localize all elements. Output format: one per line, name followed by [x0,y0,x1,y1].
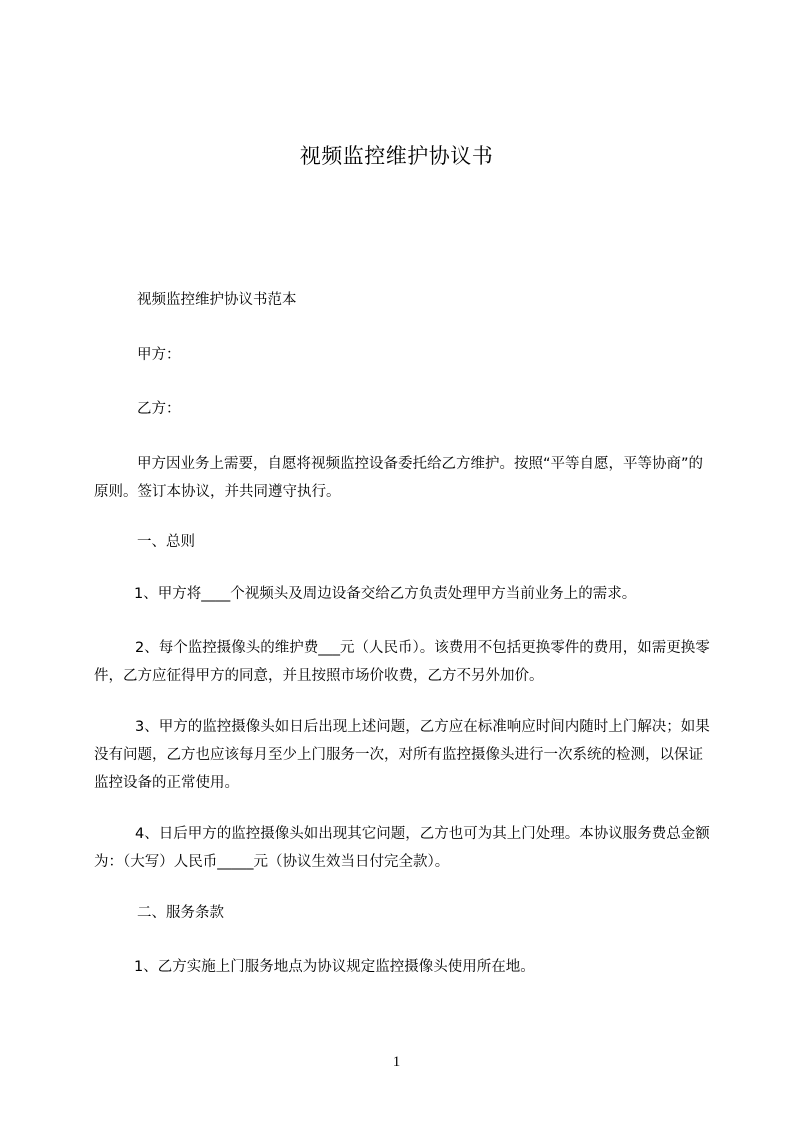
section-2-heading: 二、服务条款 [137,905,224,921]
party-a-label: 甲方： [137,347,181,363]
party-b-label: 乙方： [137,401,181,417]
page-number: 1 [392,1054,401,1070]
clause-1-2: 2、每个监控摄像头的维护费___元（人民币）。该费用不包括更换零件的费用，如需更换零件，乙方应征得甲方的同意，并且按照市场价收费，乙方不另外加价。 [94,640,710,684]
document-title: 视频监控维护协议书 [299,144,494,168]
clause-1-1: 1、甲方将____个视频头及周边设备交给乙方负责处理甲方当前业务上的需求。 [134,586,637,602]
clause-2-1: 1、乙方实施上门服务地点为协议规定监控摄像头使用所在地。 [134,959,535,975]
section-1-heading: 一、总则 [137,534,195,550]
intro-paragraph: 甲方因业务上需要，自愿将视频监控设备委托给乙方维护。按照“平等自愿，平等协商”的原则。签订本协议，并共同遵守执行。 [94,456,704,500]
clause-1-3: 3、甲方的监控摄像头如日后出现上述问题，乙方应在标准响应时间内随时上门解决；如果没有问题，乙方也应该每月至少上门服务一次，对所有监控摄像头进行一次系统的检测，以保证监控设备的正常使用。 [94,719,710,791]
clause-1-4: 4、日后甲方的监控摄像头如出现其它问题，乙方也可为其上门处理。本协议服务费总金额为：（大写）人民币_____元（协议生效当日付完全款）。 [94,826,710,870]
document-subtitle: 视频监控维护协议书范本 [137,292,297,308]
